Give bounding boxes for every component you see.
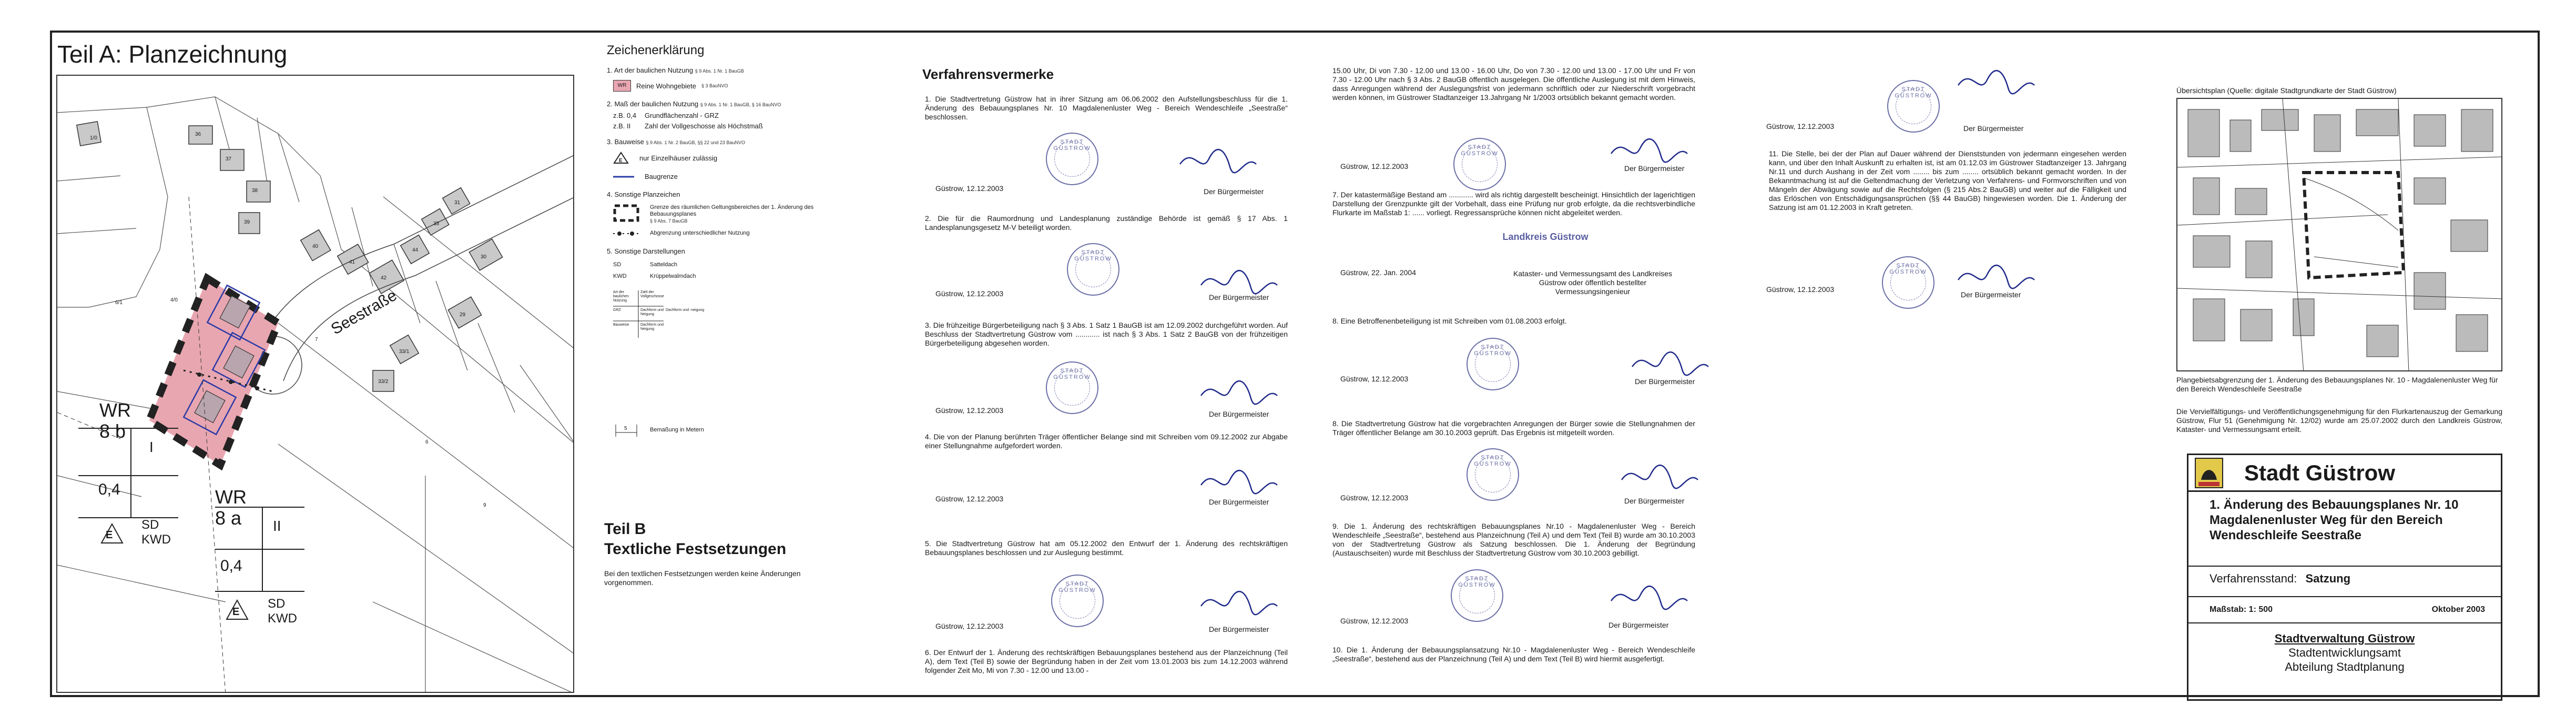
parcel-number: 6 xyxy=(425,439,429,445)
zone2-e: E xyxy=(232,606,240,618)
svg-text:5: 5 xyxy=(624,426,627,431)
procedure-item-9: 9. Die 1. Änderung des rechtskräftigen Bebauungsplanes Nr.10 - Magdalenenluster Weg - Bereich Wendeschleife „Seestraße“, bestehend aus Planzeichnung (Teil A) und dem Text (Teil B) wurde am 30.10.2003 von der Stadtvertretung Güstrow als Satzung beschlossen. Die 1. Änderung der Begründung (Austauschseiten) wurde mit Beschluss der Stadtvertretung Güstrow vom 30.10.2003 gebilligt. xyxy=(1332,522,1695,557)
city-stamp xyxy=(1046,133,1098,185)
procedure-item-4: 4. Die von der Planung berührten Träger öffentlicher Belange sind mit Schreiben vom 09.12.2002 zur Abgabe einer Stellungnahme aufgefordert worden. xyxy=(925,432,1288,450)
legend-s2-title: 2. Maß der baulichen Nutzung xyxy=(607,100,699,108)
procedure-title: Verfahrensvermerke xyxy=(922,66,1054,82)
city-stamp xyxy=(1453,138,1506,190)
street-label: Seestraße xyxy=(328,286,400,338)
use-boundary-icon xyxy=(613,230,639,237)
city-stamp xyxy=(1882,256,1934,309)
date-label: Oktober 2003 xyxy=(2431,605,2485,614)
parcel-number: 36 xyxy=(195,132,201,137)
zone1-storeys: I xyxy=(149,439,154,455)
overview-title: Übersichtsplan (Quelle: digitale Stadtgrundkarte der Stadt Güstrow) xyxy=(2176,86,2397,95)
matrix-cell: Dachform und Neigung xyxy=(640,308,664,316)
stamp-text: STADT GÜSTROW xyxy=(1474,344,1512,357)
city-header xyxy=(2188,455,2501,492)
parcel-number: 37 xyxy=(226,156,232,162)
city-stamp xyxy=(1451,569,1503,622)
building-line-icon xyxy=(613,174,634,179)
scale-label: Maßstab: 1: 500 xyxy=(2210,605,2273,614)
single-house-icon xyxy=(613,152,629,164)
legend-s1-note: § 9 Abs. 1 Nr. 1 BauGB xyxy=(695,68,744,74)
zone2-roof2: KWD xyxy=(268,611,297,626)
zone1-e: E xyxy=(106,529,113,541)
legend-s3-title: 3. Bauweise xyxy=(607,138,644,146)
procedure-item-8: 8. Eine Betroffenenbeteiligung ist mit Schreiben vom 01.08.2003 erfolgt. xyxy=(1332,317,1567,325)
legend-s1-title: 1. Art der baulichen Nutzung xyxy=(607,66,694,74)
parcel-number: 9 xyxy=(483,502,486,508)
procedure-item-6: 6. Der Entwurf der 1. Änderung des rechtskräftigen Bebauungsplanes bestehend aus der Planzeichnung (Teil A), dem Text (Teil B) sowie der Begründung haben in der Zeit vom 13.01.2003 bis zum 14.12.2003 während folgender Zeit Mo, Mi von 7.30 - 12.00 und 13.00 - xyxy=(925,648,1288,674)
authority-signature-label: Kataster- und Vermessungsamt des Landkreises Güstrow oder öffentlich bestellter Vermessungsingenieur xyxy=(1513,269,1672,296)
city-stamp xyxy=(1046,361,1098,414)
legend-wr-swatch: WR xyxy=(613,80,631,92)
plan-drawing-svg xyxy=(57,76,574,693)
procedure-place-date: Güstrow, 12.12.2003 xyxy=(1340,375,1409,383)
legend-boundary-label: Grenze des räumlichen Geltungsbereiches der 1. Änderung des Bebauungsplanes xyxy=(650,204,814,217)
procedure-item-6-cont: 15.00 Uhr, Di von 7.30 - 12.00 und 13.00 - 16.00 Uhr, Do von 7.30 - 12.00 und 13.00 - 17.00 Uhr und Fr von 7.30 - 12.00 Uhr nach § 3 Abs. 2 BauGB öffentlich ausgelegen. Die öffentliche Auslegung ist mit dem Hinweis, dass Anregungen während der Auslegungsfrist von jedermann schriftlich oder zur Niederschrift vorgebracht werden können, im Güstrower Stadtanzeiger 13.Jahrgang Nr 1/2003 ortsüblich bekannt gemacht worden. xyxy=(1332,66,1695,102)
zone2-type: WR xyxy=(215,486,247,508)
parcel-number: 38 xyxy=(252,188,258,194)
zone1-roof2: KWD xyxy=(141,532,171,547)
matrix-extra: Dachform und -neigung xyxy=(666,308,705,312)
parcel-number: 4/0 xyxy=(170,297,178,303)
parcel-number: 44 xyxy=(412,247,419,253)
legend-grz-symbol: z.B. 0,4 xyxy=(613,112,637,119)
signature xyxy=(1619,459,1703,496)
office-dept: Stadtentwicklungsamt xyxy=(2288,646,2401,659)
procedure-item-11: 11. Die Stelle, bei der der Plan auf Dauer während der Dienststunden von jedermann eingesehen werden kann, und über den Inhalt Auskunft zu erhalten ist, ist am 01.12.03 im Güstrower Stadtanzeiger 13. Jahrgang Nr.11 und durch Aushang in der Zeit vom ........ bis zum ........ ortsüblich bekannt gemacht worden. In der Bekanntmachung ist auf die Geltendmachung der Verletzung von Verfahrens- und Formvorschriften und von Mängeln der Abwägung sowie auf die Rechtsfolgen (§ 215 Abs.2 BauGB) und weiter auf die Fälligkeit und das Erlöschen von Entschädigungsansprüchen (§§ 44 BauGB) hingewiesen worden. Die 1. Änderung der Satzung ist am 01.12.2003 in Kraft getreten. xyxy=(1769,149,2126,212)
procedure-item-7: 7. Der katastermäßige Bestand am ............ wird als richtig dargestellt bescheinigt. Hinsichtlich der lagerichtigen Darstellung der Grenzpunkte gilt der Vorbehalt, dass eine Prüfung nur grob erfolgte, da die rechtsverbindliche Flurkarte im Maßstab 1: ...... vorliegt. Regressansprüche können nicht abgeleitet werden. xyxy=(1332,190,1695,217)
part-b-title-2: Textliche Festsetzungen xyxy=(604,540,787,558)
mayor-label: Der Bürgermeister xyxy=(1209,625,1269,633)
zone1-e-triangle xyxy=(101,523,123,542)
procedure-item-2: 2. Die für die Raumordnung und Landesplanung zuständige Behörde ist gemäß § 17 Abs. 1 Landesplanungsgesetz M-V beteiligt worden. xyxy=(925,214,1288,231)
legend-title: Zeichenerklärung xyxy=(607,43,705,57)
legend-use-boundary-label: Abgrenzung unterschiedlicher Nutzung xyxy=(650,230,750,236)
part-b-title-1: Teil B xyxy=(604,520,646,538)
legend-kwd-label: Krüppelwalmdach xyxy=(650,273,696,279)
procedure-place-date: Güstrow, 12.12.2003 xyxy=(1340,617,1409,625)
zone1-grz: 0,4 xyxy=(98,481,120,498)
procedure-place-date: Güstrow, 12.12.2003 xyxy=(935,184,1004,193)
city-stamp xyxy=(1467,338,1519,390)
legend-matrix xyxy=(613,290,705,338)
mayor-label: Der Bürgermeister xyxy=(1608,621,1669,629)
mayor-label: Der Bürgermeister xyxy=(1624,164,1685,173)
legend-e-label: nur Einzelhäuser zulässig xyxy=(639,154,718,162)
parcel-number: 33/1 xyxy=(399,349,410,355)
legend-kwd-symbol: KWD xyxy=(613,273,627,279)
parcel-number: 42 xyxy=(381,275,387,281)
parcel-number: 33/2 xyxy=(378,379,389,385)
project-title: 1. Änderung des Bebauungsplanes Nr. 10 Magdalenenluster Weg für den Bereich Wendeschleife Seestraße xyxy=(2210,498,2459,542)
overview-copyright: Die Vervielfältigungs- und Veröffentlichungsgenehmigung für den Flurkartenauszug der Gemarkung Güstrow, Flur 51 (Genehmigung Nr. 12/02) wurde am 25.07.2002 durch den Landkreis Güstrow, Kataster- und Vermessungsamt erteilt. xyxy=(2176,407,2502,434)
stamp-text: STADT GÜSTROW xyxy=(1058,581,1096,593)
plan-sheet xyxy=(50,31,2540,697)
legend-baugrenze-label: Baugrenze xyxy=(645,173,678,180)
signature xyxy=(1177,143,1261,180)
parcel-number: 30 xyxy=(481,254,487,260)
procedure-item-3: 3. Die frühzeitige Bürgerbeteiligung nach § 3 Abs. 1 Satz 1 BauGB ist am 12.09.2002 durchgeführt worden. Auf Beschluss der Stadtvertretung Güstrow vom ............ ist nach § 3 Abs. 1 Satz 2 BauGB von der frühzeitigen Bürgerbeteiligung abgesehen worden. xyxy=(925,321,1288,347)
status-value: Satzung xyxy=(2305,572,2351,585)
parcel-number: 33 xyxy=(433,221,440,227)
matrix-cell: Art der baulichen Nutzung xyxy=(613,290,629,303)
zone1-type: WR xyxy=(99,399,131,421)
parcel-number: 7 xyxy=(315,337,318,343)
stamp-text: STADT GÜSTROW xyxy=(1458,576,1496,588)
procedure-item-8b: 8. Die Stadtvertretung Güstrow hat die vorgebrachten Anregungen der Bürger sowie die Stellungnahmen der Träger öffentlicher Belange am 30.10.2003 geprüft. Das Ergebnis ist mitgeteilt worden. xyxy=(1332,419,1695,437)
procedure-place-date: Güstrow, 12.12.2003 xyxy=(935,622,1004,630)
zone1-number: 8 b xyxy=(99,420,126,442)
city-stamp xyxy=(1051,575,1104,627)
procedure-place-date: Güstrow, 12.12.2003 xyxy=(935,289,1004,298)
authority-stamp xyxy=(1493,231,1598,243)
stamp-text: STADT GÜSTROW xyxy=(1895,86,1932,99)
mayor-label: Der Bürgermeister xyxy=(1635,377,1695,386)
part-a-title: Teil A: Planzeichnung xyxy=(57,41,288,68)
overview-map xyxy=(2176,98,2502,371)
overview-caption: Plangebietsabgrenzung der 1. Änderung des Bebauungsplanes Nr. 10 - Magdalenenluster Weg für den Bereich Wendeschleife Seestraße xyxy=(2176,376,2498,393)
legend-storeys-label: Zahl der Vollgeschosse als Höchstmaß xyxy=(645,122,763,130)
legend-boundary-note: § 9 Abs. 7 BauGB xyxy=(650,218,688,224)
legend xyxy=(607,43,870,454)
mayor-label: Der Bürgermeister xyxy=(1209,293,1269,301)
zone2-roof1: SD xyxy=(268,597,286,611)
procedure-place-date: Güstrow, 12.12.2003 xyxy=(935,406,1004,415)
title-block xyxy=(2187,454,2502,701)
legend-storeys-symbol: z.B. II xyxy=(613,122,631,130)
legend-grz-label: Grundflächenzahl - GRZ xyxy=(645,112,719,119)
status-row xyxy=(2210,572,2350,586)
mayor-label: Der Bürgermeister xyxy=(1961,290,2021,299)
mayor-label: Der Bürgermeister xyxy=(1204,187,1264,196)
procedure-place-date: Güstrow, 12.12.2003 xyxy=(1340,494,1409,502)
stamp-text: STADT GÜSTROW xyxy=(1461,144,1499,157)
mayor-label: Der Bürgermeister xyxy=(1963,124,2024,133)
part-b-title xyxy=(604,519,786,559)
legend-sd-label: Satteldach xyxy=(650,261,677,268)
office-unit: Abteilung Stadtplanung xyxy=(2285,660,2405,673)
matrix-cell: Bauweise xyxy=(613,323,629,327)
svg-text:E: E xyxy=(619,158,623,164)
legend-s3-note: § 9 Abs. 1 Nr. 2 BauGB, §§ 22 und 23 BauNVO xyxy=(646,140,746,145)
legend-s4-title: 4. Sonstige Planzeichen xyxy=(607,190,680,198)
legend-s2-note: § 9 Abs. 1 Nr. 1 BauGB, § 16 BauNVO xyxy=(700,102,781,107)
dimension-icon xyxy=(613,422,639,438)
parcel-number: 6/1 xyxy=(115,300,123,306)
stamp-text: STADT GÜSTROW xyxy=(1053,368,1091,380)
parcel-number: 39 xyxy=(244,219,250,225)
stamp-text: STADT GÜSTROW xyxy=(1474,455,1512,467)
mayor-label: Der Bürgermeister xyxy=(1624,497,1685,505)
procedure-item-10: 10. Die 1. Änderung der Bebauungsplansatzung Nr.10 - Magdalenenluster Weg - Bereich Wendeschleife „Seestraße“, bestehend aus der Planzeichnung (Teil A) und dem Text (Teil B) wird hiermit ausgefertigt. xyxy=(1332,646,1695,663)
city-name: Stadt Güstrow xyxy=(2244,460,2396,485)
legend-wr-note: § 3 BauNVO xyxy=(701,83,728,88)
matrix-cell: GRZ xyxy=(613,308,621,312)
stamp-text: STADT GÜSTROW xyxy=(1053,139,1091,152)
matrix-cell: Dachform und Neigung xyxy=(640,323,664,331)
procedure-place-date: Güstrow, 12.12.2003 xyxy=(1766,122,1835,130)
boundary-icon xyxy=(613,204,639,222)
procedure-item-5: 5. Die Stadtvertretung Güstrow hat am 05.12.2002 den Entwurf der 1. Änderung des rechtskräftigen Bebauungsplanes beschlossen und zur Auslegung bestimmt. xyxy=(925,539,1288,557)
overview-map-svg xyxy=(2177,99,2502,371)
zone2-grz: 0,4 xyxy=(220,557,242,575)
zone2-storeys: II xyxy=(273,518,281,534)
parcel-number: 40 xyxy=(312,244,319,249)
status-label: Verfahrensstand: xyxy=(2210,572,2297,585)
city-stamp xyxy=(1467,448,1519,501)
signature xyxy=(1198,585,1282,622)
authority-name: Landkreis Güstrow xyxy=(1502,231,1589,242)
parcel-number: 41 xyxy=(349,259,355,265)
signature xyxy=(1956,64,2040,106)
zone1-roof1: SD xyxy=(141,518,159,532)
signature xyxy=(1198,464,1282,501)
legend-dim-label: Bemaßung in Metern xyxy=(650,426,704,433)
mayor-label: Der Bürgermeister xyxy=(1209,498,1269,506)
procedure-place-date: Güstrow, 12.12.2003 xyxy=(1766,285,1835,294)
legend-s5-title: 5. Sonstige Darstellungen xyxy=(607,247,685,255)
mayor-label: Der Bürgermeister xyxy=(1209,410,1269,418)
stamp-text: STADT GÜSTROW xyxy=(1074,249,1112,262)
office-name: Stadtverwaltung Güstrow xyxy=(2274,632,2415,645)
procedure-place-date: Güstrow, 12.12.2003 xyxy=(935,495,1004,503)
procedure-item-1: 1. Die Stadtvertretung Güstrow hat in ihrer Sitzung am 06.06.2002 den Aufstellungsbeschluss für die 1. Änderung des Bebauungsplanes Nr. 10 Magdalenenluster Weg - Bereich Wendeschleife „Seestraße“ beschlossen. xyxy=(925,95,1288,121)
signature xyxy=(1198,375,1282,411)
parcel-number: 29 xyxy=(460,312,466,318)
parcel-number: 31 xyxy=(454,200,461,206)
city-stamp xyxy=(1067,243,1119,296)
matrix-cell: Zahl der Vollgeschosse xyxy=(640,290,664,298)
plan-drawing xyxy=(56,75,574,693)
stamp-text: STADT GÜSTROW xyxy=(1889,263,1927,275)
legend-sd-symbol: SD xyxy=(613,261,622,268)
zone2-e-triangle xyxy=(226,599,249,623)
authority-date: Güstrow, 22. Jan. 2004 xyxy=(1340,268,1416,277)
zone2-number: 8 a xyxy=(215,507,242,529)
city-coat-of-arms-icon xyxy=(2195,458,2223,488)
part-b-text: Bei den textlichen Festsetzungen werden keine Änderungen vorgenommen. xyxy=(604,569,801,587)
signature xyxy=(1608,580,1693,617)
legend-wr-label: Reine Wohngebiete xyxy=(636,82,696,90)
city-stamp xyxy=(1887,80,1940,133)
procedure-place-date: Güstrow, 12.12.2003 xyxy=(1340,162,1409,170)
parcel-number: 1/0 xyxy=(90,135,97,141)
office-block xyxy=(2188,631,2501,674)
